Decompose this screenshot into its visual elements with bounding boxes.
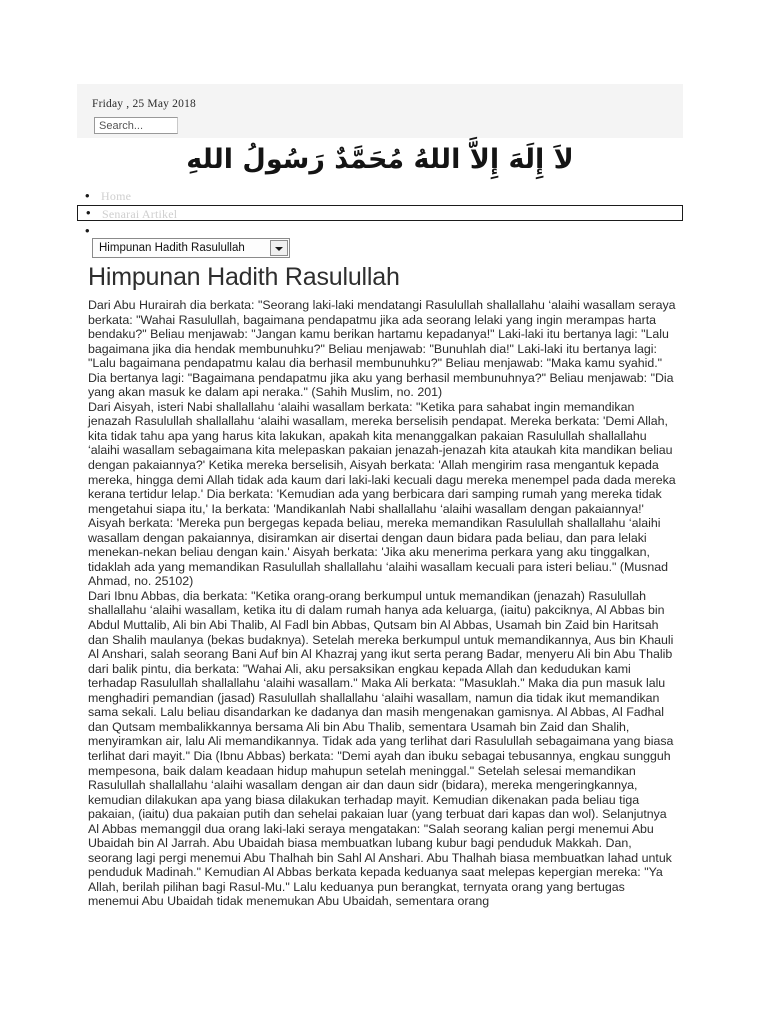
- shahada-text: لاَ إِلَهَ إِلاَّ اللهُ مُحَمَّدٌ رَسُولُ اللهِ: [186, 144, 574, 175]
- nav-link-senarai-artikel[interactable]: Senarai Artikel: [102, 207, 178, 221]
- site-topbar: [77, 84, 683, 138]
- category-select-row: [78, 238, 684, 260]
- nav-list: [77, 188, 683, 237]
- nav-item-home[interactable]: [77, 188, 683, 204]
- search-input[interactable]: [94, 117, 178, 134]
- nav-link-home[interactable]: Home: [101, 189, 132, 203]
- article-paragraph: Dari Abu Hurairah dia berkata: "Seorang laki-laki mendatangi Rasulullah shallallahu ‘alaihi wasallam seraya berkata: "Wahai Rasulullah, bagaimana pendapatmu jika ada seorang lelaki yang ingin merampas harta bendaku?" Beliau menjawab: "Jangan kamu berikan hartamu kepadanya!" Laki-laki itu bertanya lagi: "Lalu bagaimana jika dia hendak membunuhku?" Beliau menjawab: "Bunuhlah dia!" Laki-laki itu bertanya lagi: "Lalu bagaimana pendapatmu kalau dia berhasil membunuhku?" Beliau menjawab: "Maka kamu syahid." Dia bertanya lagi: "Bagaimana pendapatmu jika aku yang berhasil membunuhnya?" Beliau menjawab: "Dia yang akan masuk ke dalam api neraka." (Sahih Muslim, no. 201): [88, 298, 676, 400]
- nav-item-senarai-artikel[interactable]: [77, 205, 683, 221]
- article: [88, 262, 676, 909]
- nav-item-empty[interactable]: [77, 223, 683, 237]
- category-select[interactable]: [92, 238, 290, 258]
- shahada-banner: [77, 138, 683, 186]
- current-date: Friday , 25 May 2018: [92, 98, 196, 110]
- main-navigation: [77, 188, 683, 237]
- article-paragraph: Dari Ibnu Abbas, dia berkata: "Ketika orang-orang berkumpul untuk memandikan (jenazah) Rasulullah shallallahu ‘alaihi wasallam, ketika itu di dalam rumah hanya ada keluarga, (iaitu) pakciknya, Al Abbas bin Abdul Muttalib, Ali bin Abi Thalib, Al Fadl bin Abbas, Qutsam bin Al Abbas, Usamah bin Zaid bin Haritsah dan Shalih maulanya (bekas budaknya). Setelah mereka berkumpul untuk memandikannya, Aus bin Khauli Al Anshari, salah seorang Bani Auf bin Al Khazraj yang ikut serta perang Badar, menyeru Ali bin Abu Thalib dari balik pintu, dia berkata: "Wahai Ali, aku persaksikan engkau kepada Allah dan kedudukan kami terhadap Rasulullah shallallahu ‘alaihi wasallam." Maka Ali berkata: "Masuklah." Maka dia pun masuk lalu menghadiri pemandian (jasad) Rasulullah shallallahu ‘alaihi wasallam, namun dia tidak ikut memandikan sama sekali. Lalu beliau disandarkan ke dadanya dan masih mengenakan gamisnya. Al Abbas, Al Fadhal dan Qutsam membalikkannya bersama Ali bin Abu Thalib, sementara Usamah bin Zaid dan Shalih, menyiramkan air, lalu Ali memandikannya. Tidak ada yang terlihat dari Rasulullah sebagaimana yang biasa terlihat dari mayit." Dia (Ibnu Abbas) berkata: "Demi ayah dan ibuku sebagai tebusannya, engkau sungguh mempesona, baik dalam keadaan hidup mahupun setelah meninggal." Setelah selesai memandikan Rasulullah shallallahu ‘alaihi wasallam dengan air dan daun sidr (bidara), mereka mengeringkannya, kemudian dilakukan apa yang biasa dilakukan terhadap mayit. Kemudian dikenakan pada beliau tiga pakaian, (iaitu) dua pakaian putih dan sehelai pakaian luar (yang terbuat dari kapas dan wol). Selanjutnya Al Abbas memanggil dua orang laki-laki seraya mengatakan: "Salah seorang kalian pergi menemui Abu Ubaidah bin Al Jarrah. Abu Ubaidah biasa membuatkan lubang kubur bagi penduduk Makkah. Dan, seorang lagi pergi menemui Abu Thalhah bin Sahl Al Anshari. Abu Thalhah biasa membuatkan lahad untuk penduduk Madinah." Kemudian Al Abbas berkata kepada keduanya saat melepas kepergian mereka: "Ya Allah, berilah pilihan bagi Rasul-Mu." Lalu keduanya pun berangkat, ternyata orang yang bertugas menemui Abu Ubaidah tidak menemukan Abu Ubaidah, sementara orang: [88, 588, 674, 909]
- article-paragraph: Dari Aisyah, isteri Nabi shallallahu ‘alaihi wasallam berkata: "Ketika para sahabat ingin memandikan jenazah Rasulullah shallallahu ‘alaihi wasallam, mereka berselisih pendapat. Mereka berkata: 'Demi Allah, kita tidak tahu apa yang harus kita lakukan, apakah kita menanggalkan pakaian Rasulullah shallallahu ‘alaihi wasallam sebagaimana kita melepaskan pakaian jenazah-jenazah kita ataukah kita mandikan beliau dengan pakaiannya?' Ketika mereka berselisih, Aisyah berkata: 'Allah mengirim rasa mengantuk kepada mereka, hingga demi Allah tidak ada kaum dari laki-laki kecuali dagu mereka menempel pada dada mereka kerana tertidur lelap.' Dia berkata: 'Kemudian ada yang berbicara dari samping rumah yang mereka tidak mengetahui siapa itu,' Ia berkata: 'Mandikanlah Nabi shallallahu ‘alaihi wasallam dengan pakaiannya!' Aisyah berkata: 'Mereka pun bergegas kepada beliau, mereka memandikan Rasulullah shallallahu ‘alaihi wasallam dengan pakaiannya, disiramkan air disertai dengan daun bidara pada beliau, dan para lelaki menekan-nekan beliau dengan kain.' Aisyah berkata: 'Jika aku menerima perkara yang aku tinggalkan, tidaklah ada yang memandikan Rasulullah shallallahu ‘alaihi wasallam kecuali para isteri beliau." (Musnad Ahmad, no. 25102): [88, 399, 676, 589]
- page-title: Himpunan Hadith Rasulullah: [88, 263, 400, 291]
- article-body: [88, 298, 676, 909]
